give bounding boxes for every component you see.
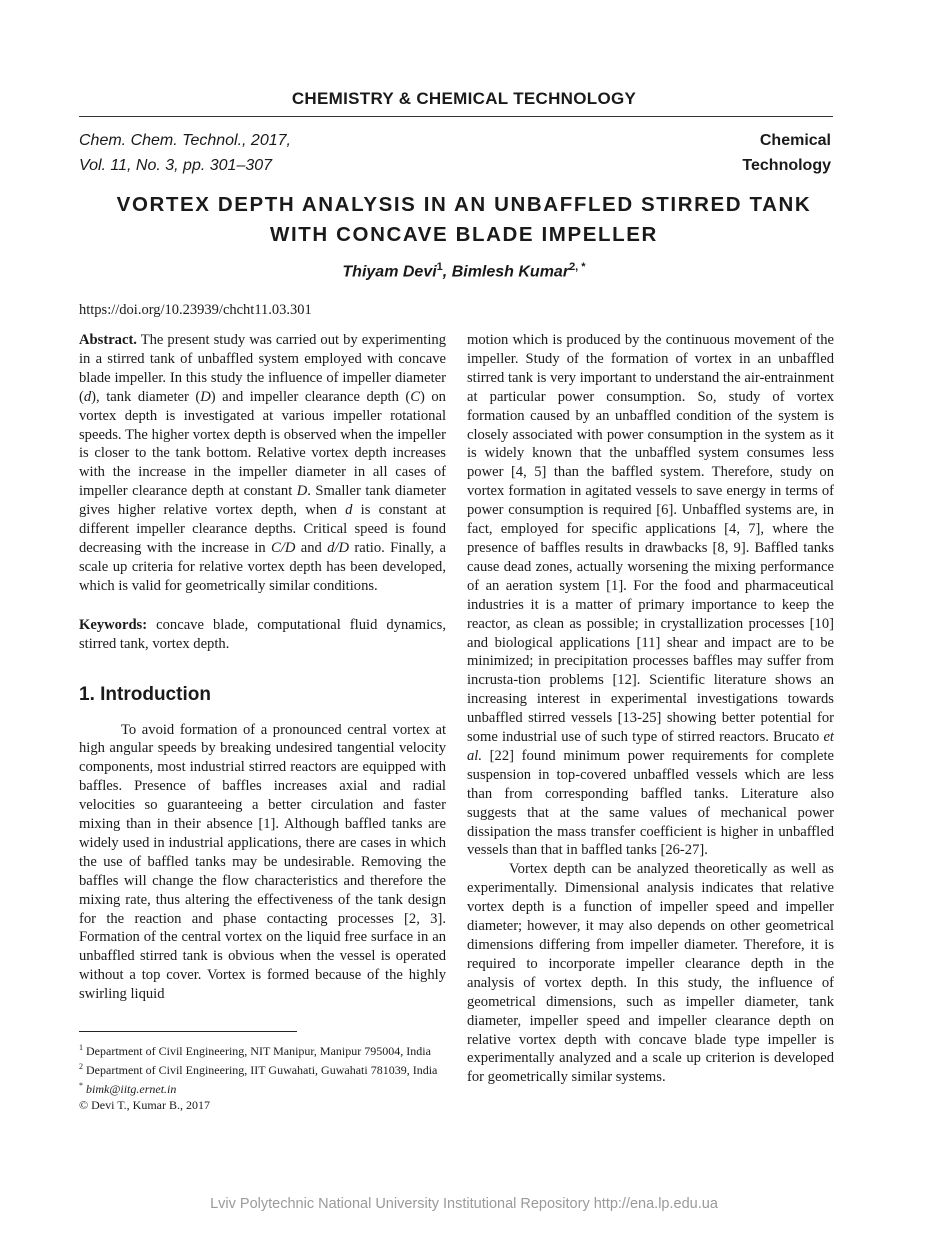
intro-paragraph-2-etal: et al. (467, 729, 834, 764)
journal-section-block (742, 128, 831, 178)
intro-paragraph-1: To avoid formation of a pronounced central vortex at high angular speeds by breaking undesired tangential velocity components, most industrial stirred reactors are equipped with baffles. Presence of baffles increases axial and radial velocities so guaranteeing a better circulation and faster mixing than in their absence [1]. Although baffled tanks are widely used in industrial applications, there are cases in which the use of baffled tanks may be undesirable. Removing the baffles will change the flow characteristics and therefore the mixing rate, thus altering the effectiveness of the tank design for the reaction and phase contacting processes [2, 3]. Formation of the central vortex on the liquid free surface in an unbaffled stirred tank is obvious when the vessel is operated without a top cover. Vortex is formed because of the highly swirling liquid (79, 721, 446, 1003)
footnote-3-mark: * (79, 1081, 83, 1090)
keywords-label: Keywords: (79, 616, 148, 633)
footnote-1-text: Department of Civil Engineering, NIT Manipur, Manipur 795004, India (83, 1044, 431, 1058)
copyright: © Devi T., Kumar B., 2017 (79, 1098, 210, 1112)
abstract-ratio-cd: C/D (271, 539, 296, 556)
abstract-text-6: is constant at different impeller clearance depths. Critical speed is found decreasing with the increase in (79, 502, 446, 556)
abstract-symbol-D: D (200, 388, 211, 405)
author-list (0, 261, 928, 281)
keywords-text: concave blade, computational fluid dynamics, stirred tank, vortex depth. (79, 616, 446, 652)
section-heading-introduction: 1. Introduction (79, 683, 211, 705)
footnote-1-mark: 1 (79, 1043, 83, 1052)
footnote-2-text: Department of Civil Engineering, IIT Guwahati, Guwahati 781039, India (83, 1063, 438, 1077)
citation-line-2: Vol. 11, No. 3, pp. 301–307 (79, 157, 273, 174)
intro-paragraph-2-text-a: motion which is produced by the continuous movement of the impeller. Study of the formation of vortex in an unbaffled stirred tank is very important to understand the air-entrainment at particular power consumption. So, study of vortex formation caused by an unbaffled condition of the system is closely associated with power consumption in the system as it is widely known that the unbaffled system consumes less power [4, 5] than the baffled system. Therefore, study on vortex formation in agitated vessels to save energy in terms of power consumption is required [6]. Unbaffled systems are, in fact, employed for specific applications [4, 7], where the presence of baffles results in drawbacks [8, 9]. Baffled tanks cause dead zones, actually worsening the mixing performance of an aeration system [1]. For the food and pharmaceutical industries it is a matter of primary importance to keep the reactor, as clean as possible; in crystallization processes [10] and biological applications [11] shear and impact are to be minimized; in precipitation processes baffles may suffer from incrusta-tion problems [12]. Scientific literature shows an increasing interest in experimental investigations towards unbaffled stirred vessels [13-25] showing better potential for some industrial use of such type of stirred reactors. Brucato (467, 332, 834, 746)
left-column (79, 331, 446, 1004)
abstract-symbol-d: d (83, 388, 92, 405)
footnote-rule (79, 1031, 297, 1032)
intro-paragraph-3: Vortex depth can be analyzed theoretically as well as experimentally. Dimensional analysis indicates that relative vortex depth is a function of impeller speed and impeller diameter; however, it may also depends on other geometrical dimensions differing from impeller diameter. Therefore, it is required to incorporate impeller clearance depth in the analysis of vortex depth. In this study, the influence of geometrical dimensions, such as impeller diameter, tank diameter, impeller speed and impeller clearance depth on relative vortex depth with concave blade type impeller is experimentally analyzed and a scale up criterion is developed for geometrically similar systems. (467, 861, 834, 1086)
doi-link[interactable]: https://doi.org/10.23939/chcht11.03.301 (79, 302, 312, 318)
abstract-symbol-D-2: D (296, 483, 308, 500)
footnotes (79, 1040, 449, 1113)
citation-line-1: Chem. Chem. Technol., 2017, (79, 132, 291, 149)
article-title-line-2: WITH CONCAVE BLADE IMPELLER (270, 223, 658, 246)
abstract-text-5: . Smaller tank diameter gives higher relative vortex depth, when (79, 483, 446, 519)
author-1-affiliation-mark: 1 (436, 261, 443, 273)
footnote-3 (79, 1078, 449, 1097)
author-2-affiliation-mark: 2, * (569, 261, 586, 273)
keywords-paragraph (79, 616, 446, 654)
abstract-text-2: ), tank diameter ( (91, 388, 201, 405)
corresponding-email[interactable]: bimk@iitg.ernet.in (83, 1082, 177, 1096)
abstract-text-1: The present study was carried out by experimenting in a stirred tank of unbaffled system employed with concave blade impeller. In this study the influence of impeller diameter ( (79, 332, 446, 405)
abstract-ratio-dd: d/D (327, 539, 350, 556)
abstract-text-8: ratio. Finally, a scale up criteria for relative vortex depth has been developed, which is valid for geometrically similar conditions. (79, 539, 446, 594)
abstract-text-7: and (295, 539, 328, 556)
abstract-text-3: ) and impeller clearance depth ( (210, 388, 411, 405)
article-title (60, 190, 868, 250)
author-2: Bimlesh Kumar (451, 263, 570, 281)
journal-section-line-2: Technology (742, 157, 831, 174)
abstract-label: Abstract. (79, 332, 137, 348)
citation-block (79, 128, 291, 178)
abstract-symbol-C: C (410, 388, 421, 405)
right-column (467, 331, 834, 1087)
author-separator: , (442, 263, 452, 281)
abstract-paragraph (79, 331, 446, 596)
intro-paragraph-2-text-b: [22] found minimum power requirements for complete suspension in top-covered unbaffled vessels which are less than from corresponding baffled tanks. Literature also suggests that at the same values of mechanical power dissipation the mass transfer coefficient is higher in unbaffled vessels than that in baffled tanks [26-27]. (467, 747, 834, 859)
journal-header: CHEMISTRY & CHEMICAL TECHNOLOGY (291, 89, 637, 108)
header-rule (79, 116, 833, 117)
footnote-1 (79, 1040, 449, 1059)
article-title-line-1: VORTEX DEPTH ANALYSIS IN AN UNBAFFLED STIRRED TANK (116, 193, 812, 216)
author-1: Thiyam Devi (342, 263, 437, 281)
abstract-symbol-d-2: d (345, 502, 353, 519)
footnote-2-mark: 2 (79, 1062, 83, 1071)
abstract-text-4: ) on vortex depth is investigated at various impeller rotational speeds. The higher vortex depth is observed when the impeller is closer to the tank bottom. Relative vortex depth increases with the increase in the impeller diameter in all cases of impeller clearance depth at constant (79, 388, 446, 500)
footnote-2 (79, 1059, 449, 1078)
intro-paragraph-2 (467, 331, 834, 860)
journal-section-line-1: Chemical (759, 132, 831, 149)
repository-footer: Lviv Polytechnic National University Institutional Repository http://ena.lp.edu.ua (210, 1196, 718, 1212)
